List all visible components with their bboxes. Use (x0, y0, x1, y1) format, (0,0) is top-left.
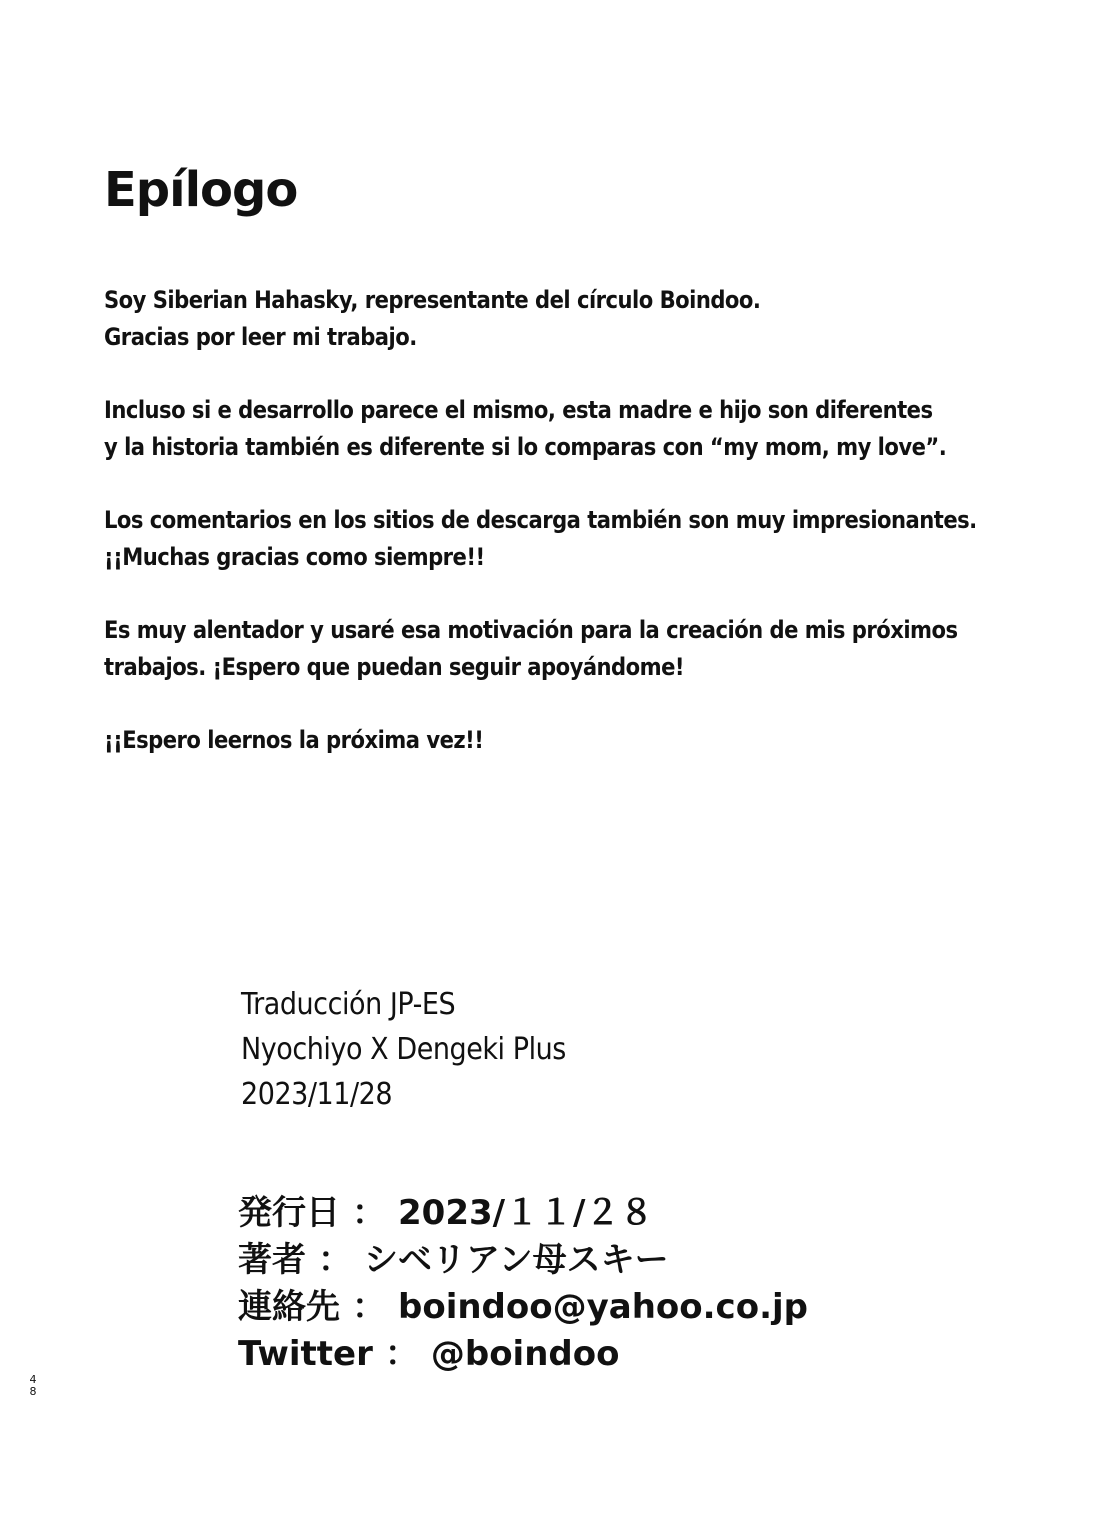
paragraph-line: ¡¡Muchas gracias como siempre!! (104, 543, 485, 571)
paragraph-1 (104, 282, 949, 356)
colophon-row-twitter (238, 1331, 808, 1378)
colophon-row-author (238, 1237, 808, 1284)
paragraph-line: Incluso si e desarrollo parece el mismo, esta madre e hijo son diferentes (104, 396, 933, 424)
colophon-label: Twitter (238, 1334, 373, 1374)
paragraph-line: Soy Siberian Hahasky, representante del círculo Boindoo. (104, 286, 761, 314)
colophon-value: @boindoo (430, 1334, 620, 1374)
paragraph-line: Gracias por leer mi trabajo. (104, 323, 417, 351)
page-title: Epílogo (104, 162, 298, 218)
paragraph-4 (104, 612, 958, 686)
colophon-row-publish-date (238, 1190, 808, 1237)
colophon-label: 発行日 (238, 1193, 340, 1233)
epilogue-body (104, 282, 977, 795)
paragraph-line: trabajos. ¡Espero que puedan seguir apoyándome! (104, 653, 685, 681)
credit-translation: Traducción JP-ES (241, 987, 456, 1022)
page-number-digit: 8 (29, 1385, 37, 1398)
credit-translators: Nyochiyo X Dengeki Plus (241, 1032, 566, 1067)
paragraph-2 (104, 392, 949, 466)
colophon-value: 2023/１１/２８ (398, 1193, 654, 1233)
paragraph-line: Los comentarios en los sitios de descarga también son muy impresionantes. (104, 506, 977, 534)
colophon (238, 1190, 808, 1378)
paragraph-3 (104, 502, 977, 576)
colophon-row-contact (238, 1284, 808, 1331)
colophon-value: シベリアン母スキー (364, 1240, 669, 1280)
colophon-value: boindoo@yahoo.co.jp (398, 1287, 808, 1327)
colophon-separator: ： (318, 1240, 352, 1280)
paragraph-line: ¡¡Espero leernos la próxima vez!! (104, 726, 484, 754)
page-number-digit: 4 (29, 1373, 37, 1386)
page-number (28, 1374, 38, 1398)
colophon-separator: ： (352, 1287, 386, 1327)
colophon-label: 連絡先 (238, 1287, 340, 1327)
paragraph-5 (104, 722, 949, 759)
paragraph-line: Es muy alentador y usaré esa motivación para la creación de mis próximos (104, 616, 958, 644)
colophon-separator: ： (384, 1334, 419, 1374)
colophon-separator: ： (352, 1193, 386, 1233)
credit-date: 2023/11/28 (241, 1077, 393, 1112)
colophon-label: 著者 (238, 1240, 306, 1280)
translation-credits (241, 982, 566, 1117)
paragraph-line: y la historia también es diferente si lo comparas con “my mom, my love”. (104, 433, 947, 461)
